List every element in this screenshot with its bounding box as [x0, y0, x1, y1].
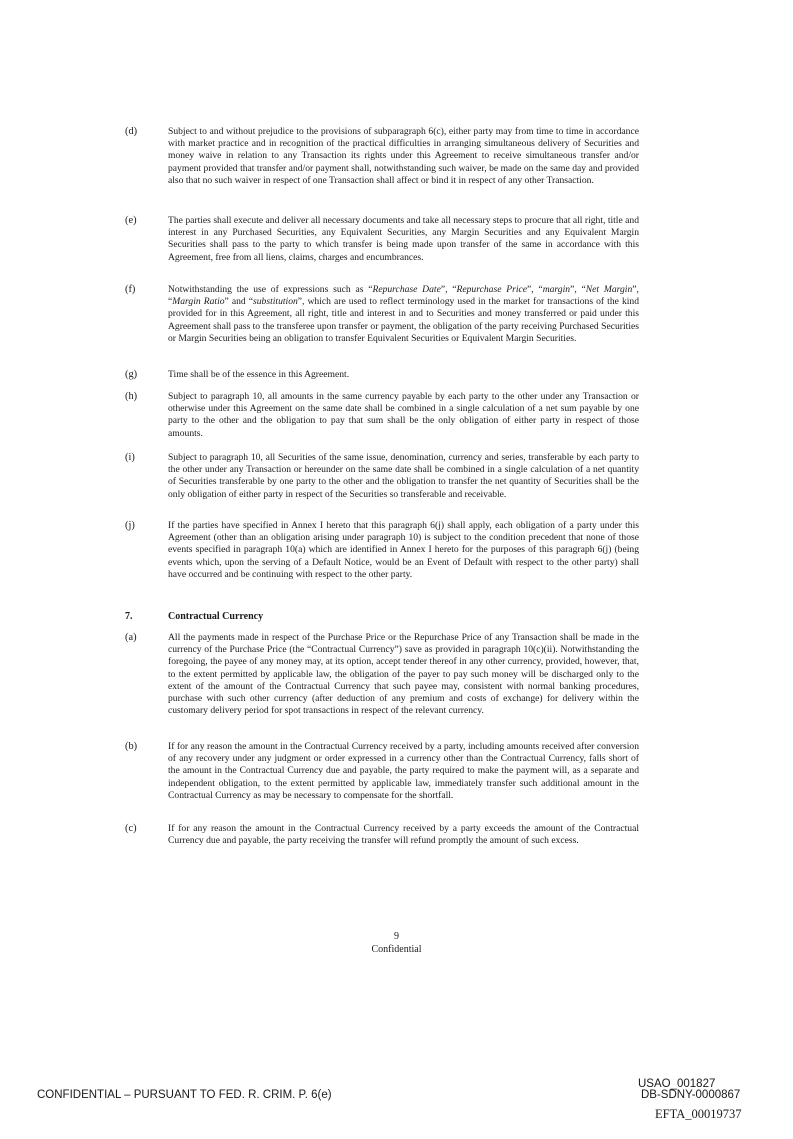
paragraph-label: (j)	[125, 520, 135, 531]
paragraph-text: The parties shall execute and deliver all necessary documents and take all necessary steps to procure that all right, title and interest in any Purchased Securities, any Equivalent Securities, any Margin Securities and any Equivalent Margin Securities shall pass to the party to which transfer is being made upon transfer of the same in accordance with this Agreement, free from all liens, claims, charges and encumbrances.	[168, 215, 639, 263]
paragraph-text: Subject to paragraph 10, all Securities of the same issue, denomination, currency and series, transferable by each party to the other under any Transaction or hereunder on the same date shall be combined in a single calculation of a net quantity of Securities transferable by one party to the other and the obligation to transfer the net quantity of Securities shall be the only obligation of either party in respect of the Securities so transferable and receivable.	[168, 452, 639, 500]
paragraph-label: (g)	[125, 369, 138, 380]
paragraph-text: Subject to and without prejudice to the provisions of subparagraph 6(c), either party may from time to time in accordance with market practice and in recognition of the practical difficulties in arranging simultaneous delivery of Securities and money waive in relation to any Transaction its rights under this Agreement to receive simultaneous transfer and/or payment provided that transfer and/or payment shall, notwithstanding such waiver, be made on the same day and provided also that no such waiver in respect of one Transaction shall affect or bind it in respect of any other Transaction.	[168, 126, 639, 186]
paragraph-label: (i)	[125, 452, 135, 463]
paragraph-label: (h)	[125, 391, 138, 402]
paragraph-text: If for any reason the amount in the Contractual Currency received by a party exceeds the amount of the Contractual Currency due and payable, the party receiving the transfer will refund promptly the amount of such excess.	[168, 823, 639, 847]
paragraph-label: (d)	[125, 126, 138, 137]
section-number: 7.	[125, 611, 133, 622]
paragraph-label: (e)	[125, 215, 137, 226]
paragraph-text: Time shall be of the essence in this Agreement.	[168, 369, 350, 380]
section-title: Contractual Currency	[168, 611, 264, 622]
paragraph-text: If the parties have specified in Annex I hereto that this paragraph 6(j) shall apply, each obligation of a party under this Agreement (other than an obligation arising under paragraph 10) is subject to the condition precedent that none of those events specified in paragraph 10(a) which are identified in Annex I hereto for the purposes of this paragraph 6(j) (being events which, upon the serving of a Default Notice, would be an Event of Default with respect to the other party) shall have occurred and be continuing with respect to the other party.	[168, 520, 639, 580]
paragraph-text: If for any reason the amount in the Contractual Currency received by a party, including amounts received after conversion of any recovery under any judgment or order expressed in a currency other than the Contractual Currency, falls short of the amount in the Contractual Currency due and payable, the party required to make the payment will, as a separate and independent obligation, to the extent permitted by applicable law, immediately transfer such additional amount in the Contractual Currency as may be necessary to compensate for the shortfall.	[168, 741, 639, 801]
db-sdny-bates-stamp: DB-SDNY-0000867	[641, 1089, 741, 1101]
paragraph-label: (a)	[125, 632, 137, 643]
paragraph-text: All the payments made in respect of the Purchase Price or the Repurchase Price of any Transaction shall be made in the currency of the Purchase Price (the “Contractual Currency”) save as provided in paragraph 10(c)(ii). Notwithstanding the foregoing, the payee of any money may, at its option, accept tender thereof in any other currency, provided, however, that, to the extent permitted by applicable law, the obligation of the payer to pay such money will be discharged only to the extent of the amount of the Contractual Currency that such payee may, consistent with normal banking procedures, purchase with such other currency (after deduction of any premium and costs of exchange) for delivery within the customary delivery period for spot transactions in respect of the relevant currency.	[168, 632, 639, 717]
paragraph-label: (c)	[125, 823, 137, 834]
paragraph-label: (b)	[125, 741, 138, 752]
paragraph-label: (f)	[125, 284, 136, 295]
page-number: 9	[394, 931, 399, 942]
usao-bates-stamp: USAO_001827	[638, 1078, 716, 1090]
efta-bates-stamp: EFTA_00019737	[655, 1107, 742, 1121]
paragraph-text: Subject to paragraph 10, all amounts in the same currency payable by each party to the other under any Transaction or otherwise under this Agreement on the same date shall be combined in a single calculation of a net sum payable by one party to the other and the obligation to pay that sum shall be the only obligation of either party in respect of those amounts.	[168, 391, 639, 439]
paragraph-text: Notwithstanding the use of expressions such as “Repurchase Date”, “Repurchase Price”, “margin”, “Net Margin”, “Margin Ratio” and “substitution”, which are used to reflect terminology used in the market for transactions of the kind provided for in this Agreement, all right, title and interest in and to Securities and money transferred or paid under this Agreement shall pass to the transferee upon transfer or payment, the obligation of the party receiving Purchased Securities or Margin Securities being an obligation to transfer Equivalent Securities or Equivalent Margin Securities.	[168, 284, 639, 344]
confidential-stamp: CONFIDENTIAL – PURSUANT TO FED. R. CRIM. P. 6(e)	[37, 1089, 332, 1101]
confidential-footer: Confidential	[371, 944, 422, 955]
